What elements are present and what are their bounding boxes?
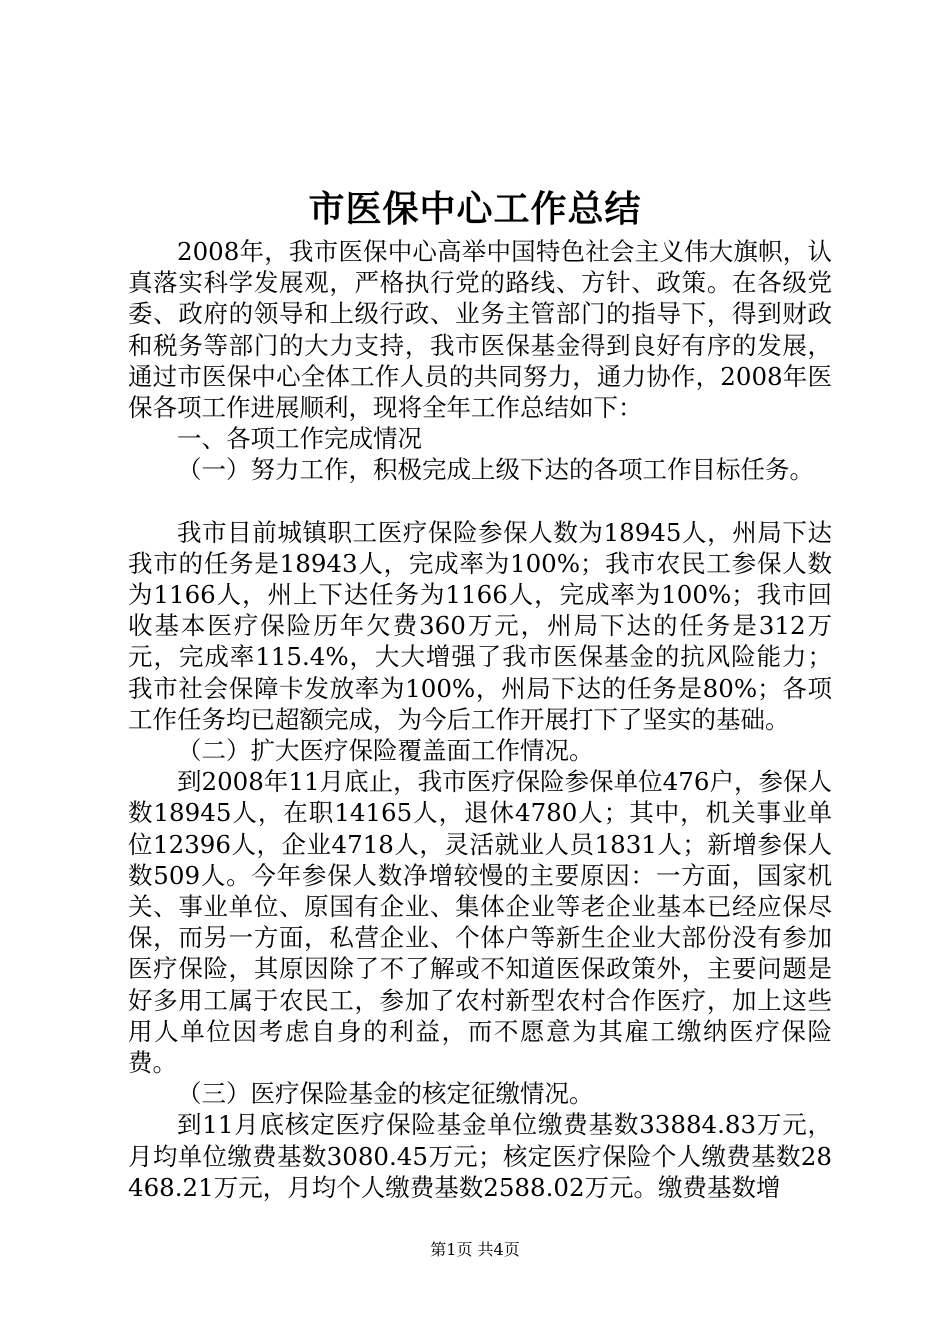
section-heading-1: 一、各项工作完成情况 (177, 424, 422, 454)
document-body (128, 236, 832, 1203)
paragraph-fund: 到11月底核定医疗保险基金单位缴费基数33884.83万元，月均单位缴费基数3080.45万元；核定医疗保险个人缴费基数28468.21万元，月均个人缴费基数2588.02万元。缴费基数增 (128, 1110, 832, 1202)
paragraph-intro: 2008年，我市医保中心高举中国特色社会主义伟大旗帜，认真落实科学发展观，严格执行党的路线、方针、政策。在各级党委、政府的领导和上级行政、业务主管部门的指导下，得到财政和税务等部门的大力支持，我市医保基金得到良好有序的发展，通过市医保中心全体工作人员的共同努力，通力协作，2008年医保各项工作进展顺利，现将全年工作总结如下： (128, 237, 832, 423)
subsection-heading-2: （二）扩大医疗保险覆盖面工作情况。 (177, 736, 594, 766)
page-footer: 第1页 共4页 (430, 1240, 520, 1259)
paragraph-coverage: 到2008年11月底止，我市医疗保险参保单位476户，参保人数18945人，在职14165人，退休4780人；其中，机关事业单位12396人，企业4718人，灵活就业人员1831人；新增参保人数509人。今年参保人数净增较慢的主要原因：一方面，国家机关、事业单位、原国有企业、集体企业等老企业基本已经应保尽保，而另一方面，私营企业、个体户等新生企业大部份没有参加医疗保险，其原因除了不了解或不知道医保政策外，主要问题是好多用工属于农民工，参加了农村新型农村合作医疗，加上这些用人单位因考虑自身的利益，而不愿意为其雇工缴纳医疗保险费。 (128, 767, 832, 1078)
paragraph-gap (128, 486, 832, 517)
document-title: 市医保中心工作总结 (308, 189, 642, 230)
subsection-heading-1: （一）努力工作，积极完成上级下达的各项工作目标任务。 (177, 455, 814, 485)
paragraph-targets: 我市目前城镇职工医疗保险参保人数为18945人，州局下达我市的任务是18943人，完成率为100%；我市农民工参保人数为1166人，州上下达任务为1166人，完成率为100%；我市回收基本医疗保险历年欠费360万元，州局下达的任务是312万元，完成率115.4%，大大增强了我市医保基金的抗风险能力；我市社会保障卡发放率为100%，州局下达的任务是80%；各项工作任务均已超额完成，为今后工作开展打下了坚实的基础。 (128, 517, 832, 734)
subsection-heading-3: （三）医疗保险基金的核定征缴情况。 (177, 1079, 594, 1109)
